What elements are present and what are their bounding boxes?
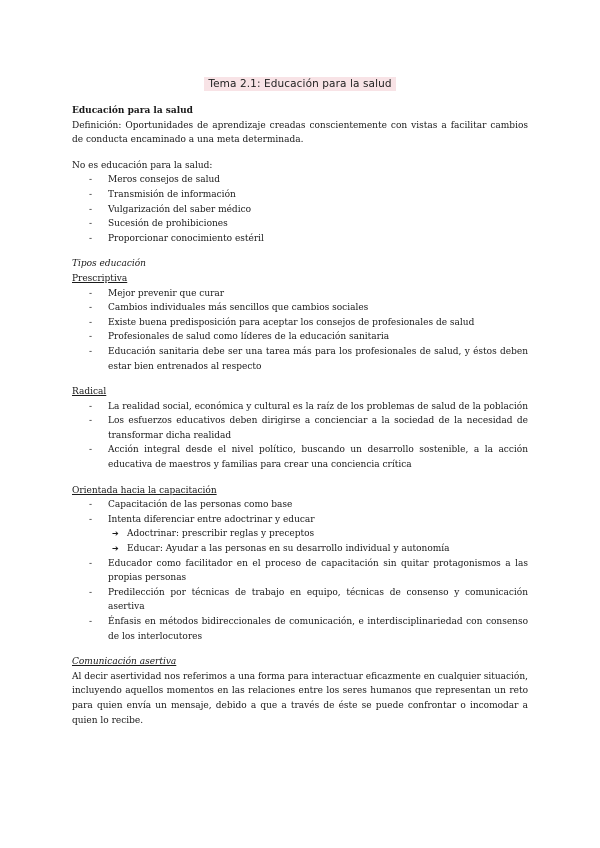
list-item: - La realidad social, económica y cultural es la raíz de los problemas de salud de la población: [72, 400, 528, 415]
document-body: [72, 104, 528, 728]
sub-list-item: ➔ Adoctrinar: prescribir reglas y preceptos: [72, 527, 528, 542]
section-heading-educacion: Educación para la salud: [72, 106, 193, 116]
sub-list-item: ➔ Educar: Ayudar a las personas en su desarrollo individual y autonomía: [72, 542, 528, 557]
definition-paragraph: Definición: Oportunidades de aprendizaje creadas conscientemente con vistas a facilitar cambios de conducta encaminado a una meta determinada.: [72, 120, 528, 146]
not-list: [72, 173, 528, 246]
comunicacion-heading: Comunicación asertiva: [72, 657, 177, 668]
list-item: - Educador como facilitador en el proceso de capacitación sin quitar protagonismos a las propias personas: [72, 557, 528, 586]
list-item: - Acción integral desde el nivel político, buscando un desarrollo sostenible, a la acción educativa de maestros y familias para crear una conciencia crítica: [72, 443, 528, 472]
comunicacion-paragraph: Al decir asertividad nos referimos a una forma para interactuar eficazmente en cualquier situación, incluyendo aquellos momentos en las relaciones entre los seres humanos que representan un reto para quien envía un mensaje, debido a que a través de éste se puede confrontar o incomodar a quien lo recibe.: [72, 671, 528, 726]
list-item: - Vulgarización del saber médico: [72, 203, 528, 218]
list-item: - Profesionales de salud como líderes de la educación sanitaria: [72, 330, 528, 345]
list-item: - Sucesión de prohibiciones: [72, 217, 528, 232]
list-item: - Existe buena predisposición para aceptar los consejos de profesionales de salud: [72, 316, 528, 331]
radical-list: [72, 400, 528, 473]
list-item: - Predilección por técnicas de trabajo en equipo, técnicas de consenso y comunicación asertiva: [72, 586, 528, 615]
capacitacion-sublist: [72, 527, 528, 556]
title-wrap: [72, 72, 528, 91]
tipos-heading: Tipos educación: [72, 259, 146, 270]
prescriptiva-label: Prescriptiva: [72, 273, 128, 284]
list-item: - Mejor prevenir que curar: [72, 287, 528, 302]
capacitacion-label: Orientada hacia la capacitación: [72, 485, 217, 496]
list-item: - Meros consejos de salud: [72, 173, 528, 188]
list-item: - Intenta diferenciar entre adoctrinar y educar: [72, 513, 528, 528]
prescriptiva-list: [72, 287, 528, 375]
list-item: - Los esfuerzos educativos deben dirigirse a concienciar a la sociedad de la necesidad de transformar dicha realidad: [72, 414, 528, 443]
list-item: - Capacitación de las personas como base: [72, 498, 528, 513]
page-title: Tema 2.1: Educación para la salud: [204, 77, 395, 91]
radical-label: Radical: [72, 387, 107, 398]
capacitacion-list-cont: [72, 557, 528, 645]
list-item: - Cambios individuales más sencillos que cambios sociales: [72, 301, 528, 316]
capacitacion-list: [72, 498, 528, 527]
list-item: - Transmisión de información: [72, 188, 528, 203]
not-heading: No es educación para la salud:: [72, 160, 213, 171]
list-item: - Educación sanitaria debe ser una tarea más para los profesionales de salud, y éstos deben estar bien entrenados al respecto: [72, 345, 528, 374]
list-item: - Proporcionar conocimiento estéril: [72, 232, 528, 247]
list-item: - Énfasis en métodos bidireccionales de comunicación, e interdisciplinariedad con consenso de los interlocutores: [72, 615, 528, 644]
